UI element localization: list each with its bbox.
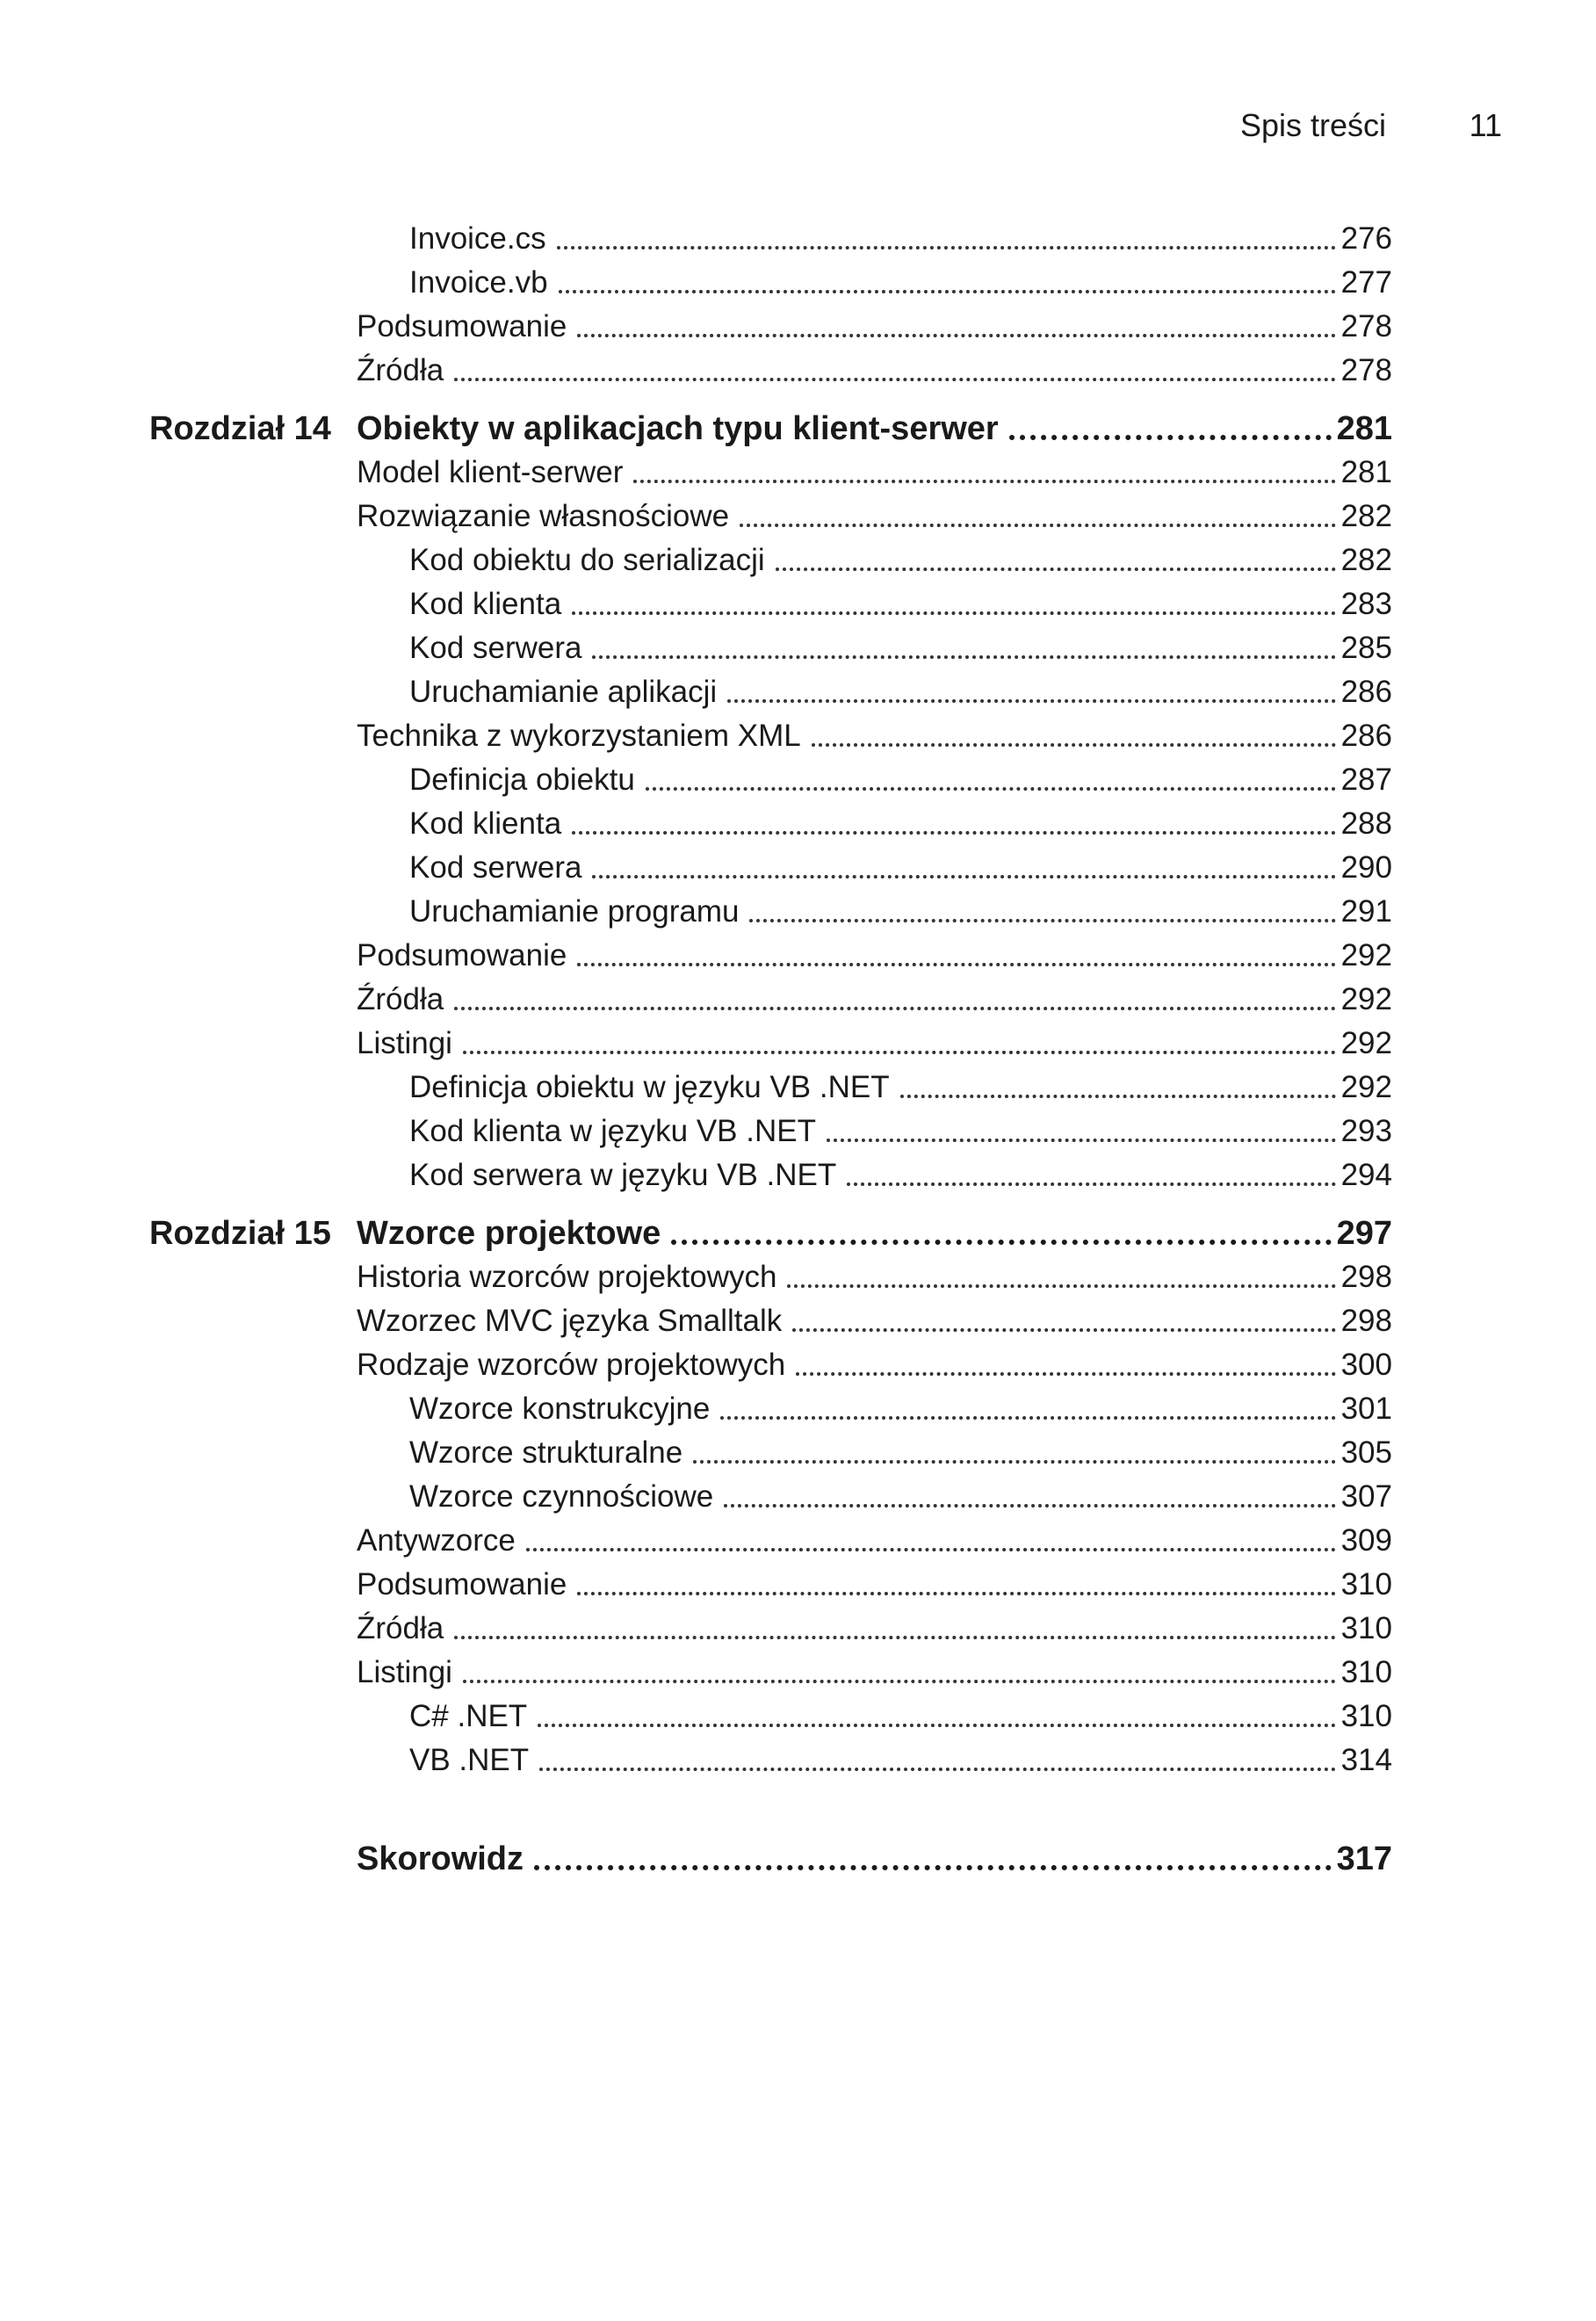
dot-leader xyxy=(1009,435,1332,440)
entry-page-number: 290 xyxy=(1340,850,1392,885)
entry-title: Kod serwera w języku VB .NET xyxy=(409,1158,837,1192)
entry-title: Obiekty w aplikacjach typu klient-serwer xyxy=(357,410,999,447)
entry-page-number: 288 xyxy=(1340,806,1392,841)
entry-page-number: 281 xyxy=(1336,410,1392,447)
entry-title: Wzorzec MVC języka Smalltalk xyxy=(357,1304,783,1338)
header-page-number: 11 xyxy=(1469,107,1502,143)
entry-page-number: 287 xyxy=(1340,763,1392,797)
entry-page-number: 310 xyxy=(1340,1655,1392,1689)
dot-leader xyxy=(557,246,1336,249)
entry-title: Technika z wykorzystaniem XML xyxy=(357,719,801,753)
toc-entry xyxy=(149,213,1392,257)
entry-page-number: 281 xyxy=(1340,455,1392,489)
dot-leader xyxy=(572,831,1335,835)
toc-entry xyxy=(149,1296,1392,1340)
entry-page-number: 294 xyxy=(1340,1158,1392,1192)
toc-entry xyxy=(149,842,1392,886)
dot-leader xyxy=(572,611,1335,615)
chapter-heading xyxy=(149,1206,1392,1252)
entry-page-number: 292 xyxy=(1340,1070,1392,1104)
running-header xyxy=(1212,104,1502,148)
toc-entry xyxy=(149,1252,1392,1296)
entry-page-number: 278 xyxy=(1340,353,1392,387)
toc-entry xyxy=(149,623,1392,667)
entry-title: Wzorce czynnościowe xyxy=(409,1479,714,1514)
entry-title: Definicja obiektu xyxy=(409,763,635,797)
toc-entry xyxy=(149,1384,1392,1428)
dot-leader xyxy=(454,378,1335,381)
entry-page-number: 277 xyxy=(1340,265,1392,300)
dot-leader xyxy=(900,1095,1336,1098)
table-of-contents xyxy=(149,213,1392,1877)
dot-leader xyxy=(812,743,1336,747)
chapter-label: Rozdział 15 xyxy=(149,1215,331,1252)
entry-title: Wzorce projektowe xyxy=(357,1215,661,1252)
dot-leader xyxy=(720,1416,1335,1420)
toc-entry xyxy=(149,1647,1392,1691)
entry-page-number: 307 xyxy=(1340,1479,1392,1514)
entry-page-number: 298 xyxy=(1340,1304,1392,1338)
dot-leader xyxy=(671,1240,1331,1245)
entry-title: Źródła xyxy=(357,1611,444,1645)
entry-page-number: 310 xyxy=(1340,1699,1392,1733)
toc-entry xyxy=(149,1559,1392,1603)
toc-entry xyxy=(149,667,1392,711)
entry-title: Podsumowanie xyxy=(357,309,567,343)
entry-title: Kod obiektu do serializacji xyxy=(409,543,765,577)
toc-entry xyxy=(149,1150,1392,1194)
entry-title: Źródła xyxy=(357,353,444,387)
entry-title: Historia wzorców projektowych xyxy=(357,1260,777,1294)
toc-entry xyxy=(149,799,1392,842)
toc-entry xyxy=(149,755,1392,799)
entry-title: Kod serwera xyxy=(409,850,582,885)
entry-title: Model klient-serwer xyxy=(357,455,624,489)
dot-leader xyxy=(776,568,1336,571)
entry-page-number: 282 xyxy=(1340,499,1392,533)
entry-page-number: 285 xyxy=(1340,631,1392,665)
toc-entry xyxy=(149,535,1392,579)
toc-entry xyxy=(149,1603,1392,1647)
chapter-label: Rozdział 14 xyxy=(149,410,331,447)
dot-leader xyxy=(796,1372,1335,1376)
dot-leader xyxy=(577,963,1335,966)
entry-page-number: 278 xyxy=(1340,309,1392,343)
toc-entry xyxy=(149,257,1392,301)
entry-page-number: 310 xyxy=(1340,1567,1392,1602)
entry-title: Definicja obiektu w języku VB .NET xyxy=(409,1070,890,1104)
entry-page-number: 283 xyxy=(1340,587,1392,621)
dot-leader xyxy=(740,524,1336,527)
dot-leader xyxy=(787,1284,1335,1288)
toc-entry xyxy=(149,447,1392,491)
entry-title: Podsumowanie xyxy=(357,1567,567,1602)
dot-leader xyxy=(538,1724,1335,1727)
dot-leader xyxy=(577,1592,1335,1595)
dot-leader xyxy=(539,1768,1335,1771)
entry-page-number: 298 xyxy=(1340,1260,1392,1294)
dot-leader xyxy=(693,1460,1335,1464)
entry-title: Źródła xyxy=(357,982,444,1016)
entry-page-number: 310 xyxy=(1340,1611,1392,1645)
entry-title: Listingi xyxy=(357,1026,452,1060)
header-title: Spis treści xyxy=(1240,107,1387,143)
toc-entry xyxy=(149,1062,1392,1106)
toc-entry xyxy=(149,1018,1392,1062)
entry-page-number: 309 xyxy=(1340,1523,1392,1558)
dot-leader xyxy=(792,1328,1335,1332)
entry-page-number: 292 xyxy=(1340,982,1392,1016)
entry-page-number: 301 xyxy=(1340,1392,1392,1426)
entry-title: Uruchamianie aplikacji xyxy=(409,675,718,709)
entry-page-number: 293 xyxy=(1340,1114,1392,1148)
dot-leader xyxy=(646,787,1336,791)
entry-page-number: 292 xyxy=(1340,1026,1392,1060)
toc-entry xyxy=(149,345,1392,389)
dot-leader xyxy=(559,290,1336,293)
entry-page-number: 286 xyxy=(1340,675,1392,709)
dot-leader xyxy=(592,655,1335,659)
toc-entry xyxy=(149,1691,1392,1735)
toc-entry xyxy=(149,930,1392,974)
dot-leader xyxy=(749,919,1335,922)
entry-title: Wzorce strukturalne xyxy=(409,1435,683,1470)
dot-leader xyxy=(454,1636,1335,1639)
entry-page-number: 300 xyxy=(1340,1348,1392,1382)
entry-title: Listingi xyxy=(357,1655,452,1689)
entry-title: Podsumowanie xyxy=(357,938,567,973)
entry-title: Skorowidz xyxy=(357,1840,524,1877)
entry-title: Antywzorce xyxy=(357,1523,516,1558)
dot-leader xyxy=(847,1182,1335,1186)
entry-title: Kod klienta xyxy=(409,587,562,621)
dot-leader xyxy=(633,480,1335,483)
toc-entry xyxy=(149,579,1392,623)
entry-title: Kod serwera xyxy=(409,631,582,665)
dot-leader xyxy=(534,1865,1332,1870)
entry-title: VB .NET xyxy=(409,1743,530,1777)
entry-title: Wzorce konstrukcyjne xyxy=(409,1392,711,1426)
entry-page-number: 282 xyxy=(1340,543,1392,577)
entry-page-number: 286 xyxy=(1340,719,1392,753)
toc-entry xyxy=(149,886,1392,930)
entry-title: Rozwiązanie własnościowe xyxy=(357,499,730,533)
toc-entry xyxy=(149,301,1392,345)
dot-leader xyxy=(463,1680,1336,1683)
toc-entry xyxy=(149,711,1392,755)
toc-entry xyxy=(149,491,1392,535)
entry-page-number: 276 xyxy=(1340,221,1392,256)
entry-page-number: 314 xyxy=(1340,1743,1392,1777)
entry-title: C# .NET xyxy=(409,1699,528,1733)
entry-page-number: 317 xyxy=(1336,1840,1392,1877)
entry-page-number: 305 xyxy=(1340,1435,1392,1470)
entry-title: Invoice.cs xyxy=(409,221,546,256)
toc-entry xyxy=(149,1471,1392,1515)
entry-title: Kod klienta xyxy=(409,806,562,841)
entry-title: Uruchamianie programu xyxy=(409,894,740,929)
dot-leader xyxy=(577,334,1335,337)
entry-title: Invoice.vb xyxy=(409,265,548,300)
entry-page-number: 292 xyxy=(1340,938,1392,973)
toc-entry xyxy=(149,974,1392,1018)
index-entry xyxy=(149,1828,1392,1877)
entry-page-number: 297 xyxy=(1336,1215,1392,1252)
toc-entry xyxy=(149,1515,1392,1559)
dot-leader xyxy=(526,1548,1336,1551)
toc-entry xyxy=(149,1340,1392,1384)
dot-leader xyxy=(827,1139,1336,1142)
dot-leader xyxy=(727,699,1335,703)
toc-entry xyxy=(149,1106,1392,1150)
dot-leader xyxy=(454,1007,1335,1010)
dot-leader xyxy=(463,1051,1336,1054)
entry-page-number: 291 xyxy=(1340,894,1392,929)
toc-entry xyxy=(149,1428,1392,1471)
entry-title: Kod klienta w języku VB .NET xyxy=(409,1114,816,1148)
entry-title: Rodzaje wzorców projektowych xyxy=(357,1348,786,1382)
toc-entry xyxy=(149,1735,1392,1779)
chapter-heading xyxy=(149,401,1392,447)
dot-leader xyxy=(724,1504,1335,1508)
dot-leader xyxy=(592,875,1335,879)
